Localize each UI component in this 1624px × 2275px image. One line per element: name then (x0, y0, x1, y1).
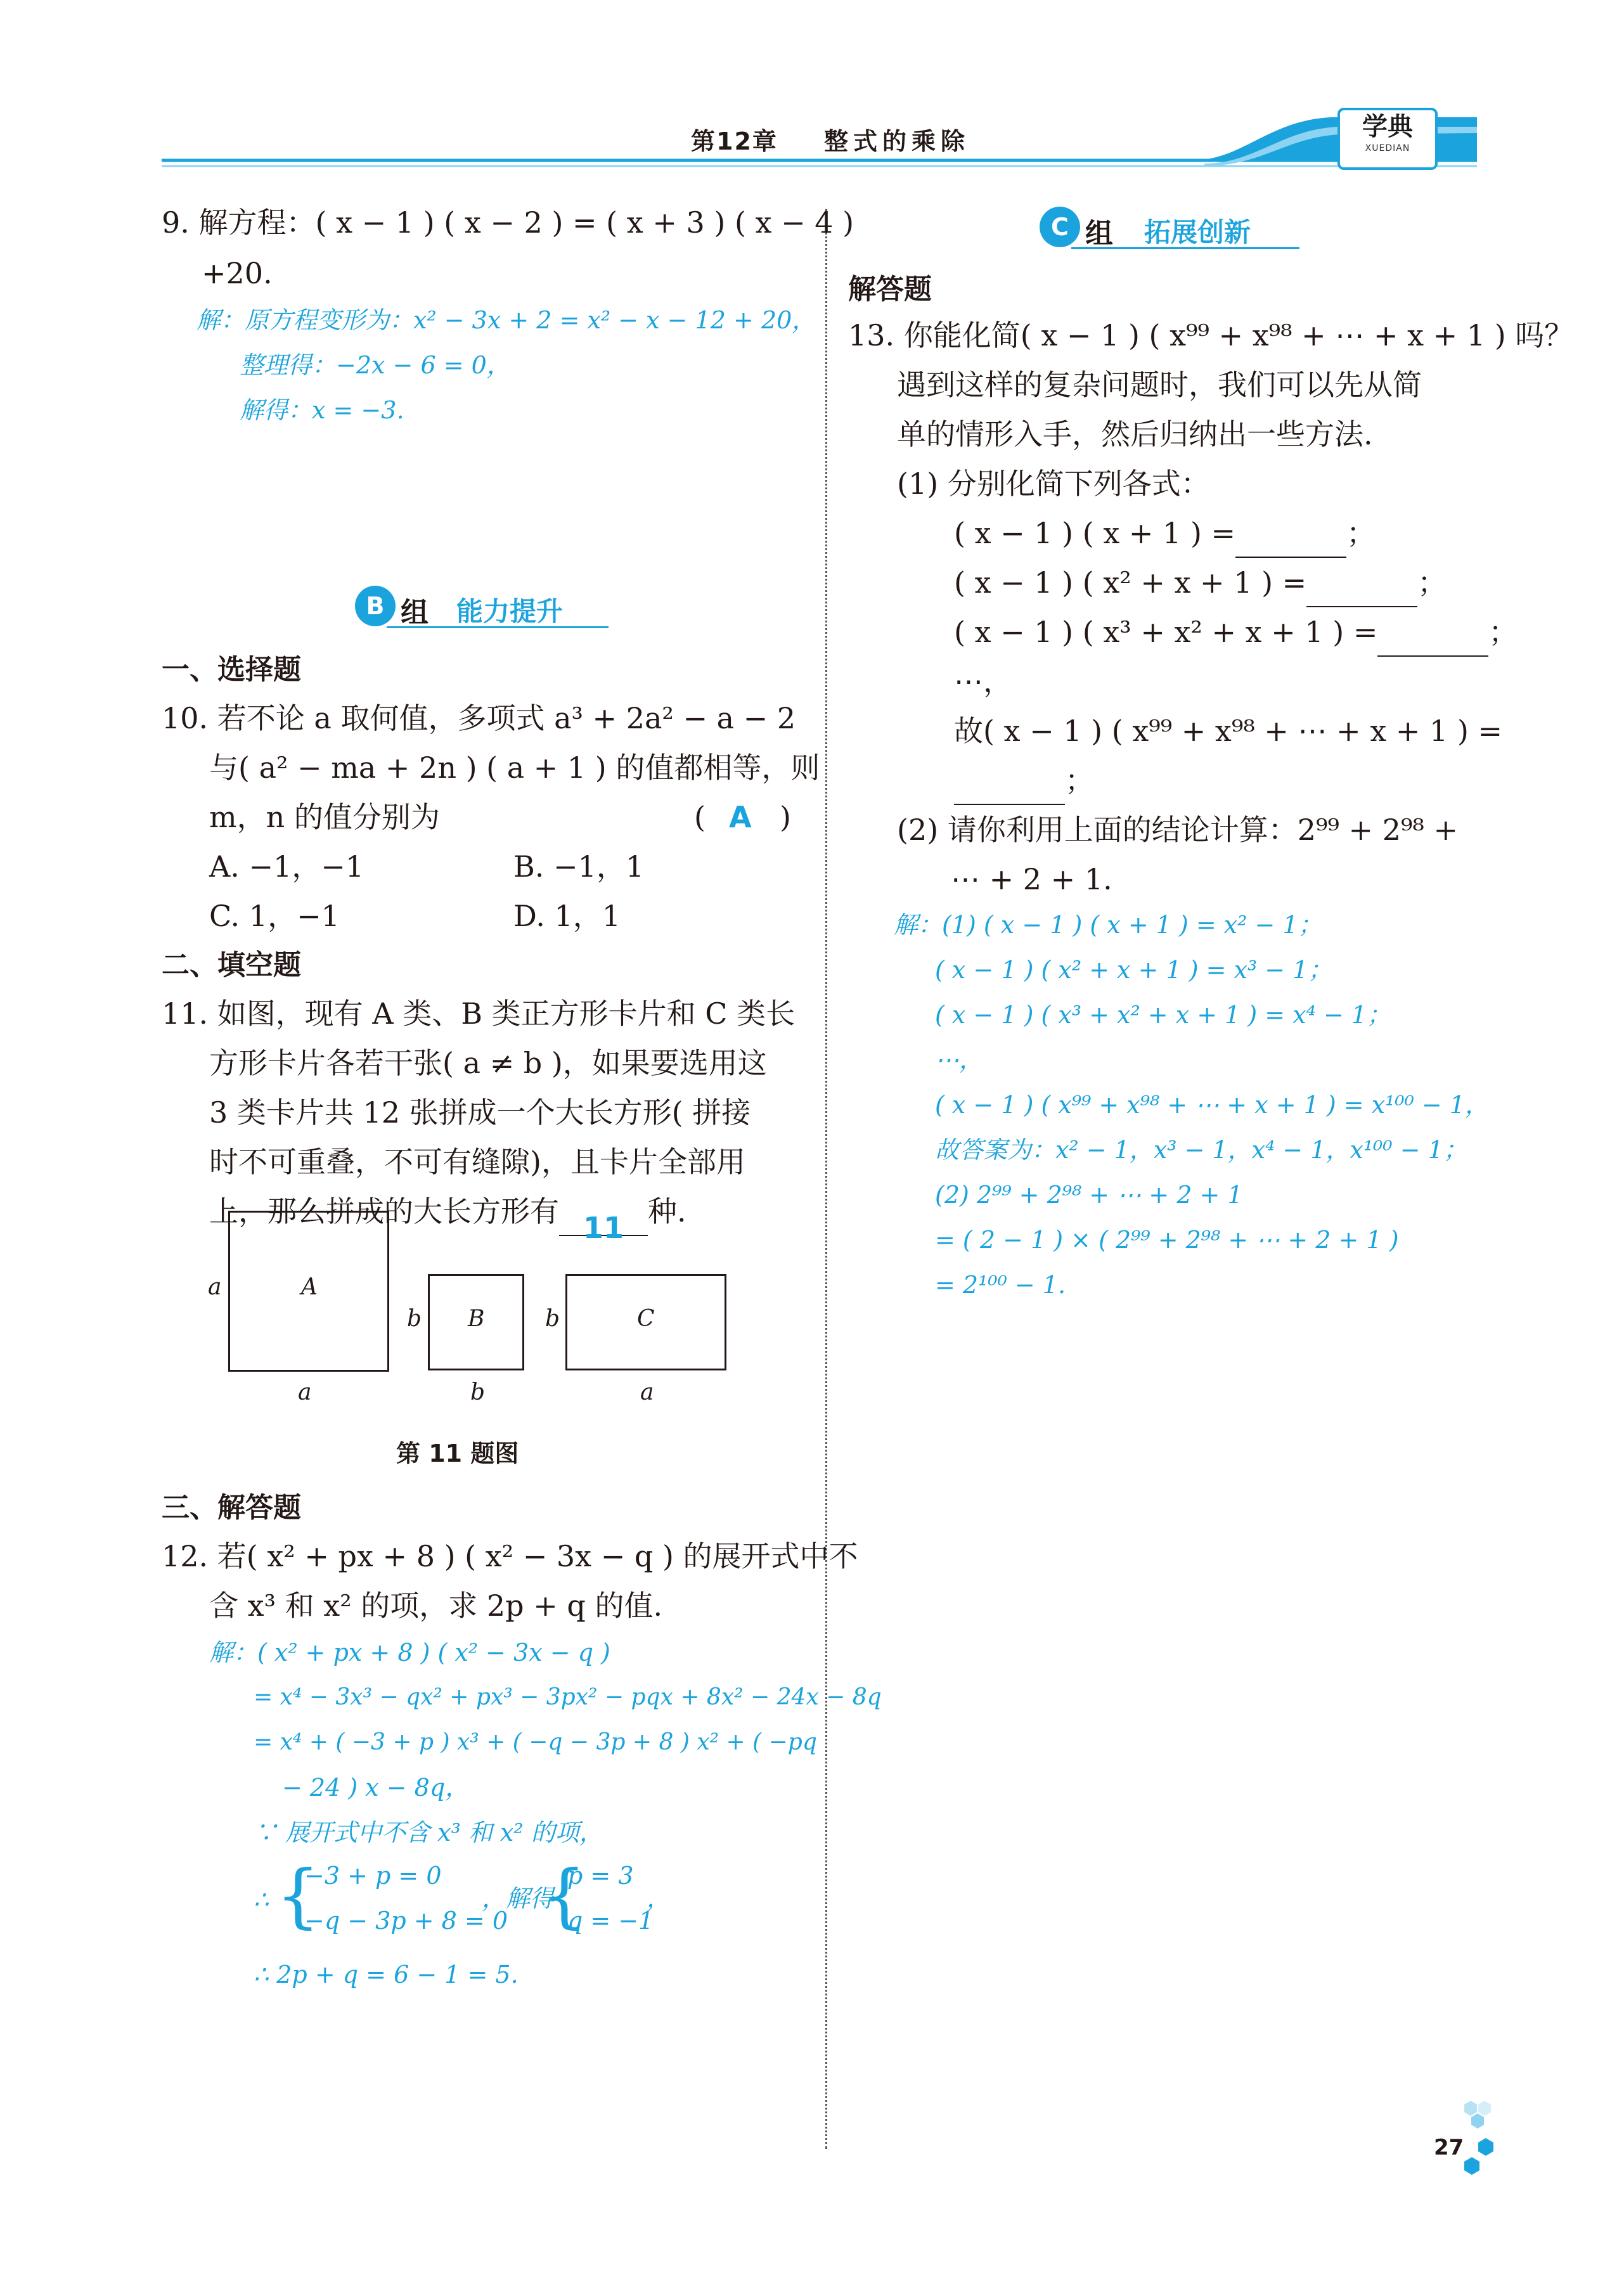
q12-solution-4: − 24 ) x − 8q， (282, 1774, 470, 1801)
group-c-suffix: 组 (1085, 217, 1113, 250)
q13-solution-6: 故答案为：x² − 1，x³ − 1，x⁴ − 1，x¹⁰⁰ − 1； (935, 1136, 1467, 1164)
group-b-label: 能力提升 (456, 596, 564, 627)
q13-solution-3: ( x − 1 ) ( x³ + x² + x + 1 ) = x⁴ − 1； (935, 1001, 1391, 1029)
q9-solution-1: 解：原方程变形为：x² − 3x + 2 = x² − x − 12 + 20， (197, 306, 816, 334)
q13-expr2-text: ( x − 1 ) ( x² + x + 1 ) = (954, 565, 1307, 600)
section-solve: 三、解答题 (162, 1492, 301, 1524)
q10-line1: 10. 若不论 a 取何值，多项式 a³ + 2a² − a − 2 (162, 701, 796, 735)
q13-blank-3 (1377, 624, 1488, 657)
group-b-badge: B (355, 586, 396, 626)
q12-solution-7: ∴ 2p + q = 6 − 1 = 5. (254, 1961, 519, 1988)
q10-paren-open: ( (694, 800, 706, 834)
q11-line4: 时不可重叠，不可有缝隙)，且卡片全部用 (209, 1145, 745, 1179)
q13-solution-9: = 2¹⁰⁰ − 1. (935, 1271, 1066, 1299)
q12-brace-2: { (542, 1855, 586, 1936)
group-c-badge: C (1040, 207, 1080, 247)
q13-blank-2 (1306, 574, 1417, 607)
q13-line2: 遇到这样的复杂问题时，我们可以先从简 (897, 368, 1422, 402)
card-c-side-label: b (545, 1306, 560, 1332)
card-c-bottom-label: a (640, 1379, 654, 1405)
q10-option-a: A. −1，−1 (209, 849, 364, 884)
q13-solution-5: ( x − 1 ) ( x⁹⁹ + x⁹⁸ + ⋯ + x + 1 ) = x¹⁰⁰ − 1， (935, 1091, 1490, 1119)
q12-system-end: ， (647, 1885, 671, 1912)
q12-system-2b: q = −1 (567, 1907, 654, 1935)
q12-line1: 12. 若( x² + px + 8 ) ( x² − 3x − q ) 的展开式中不 (162, 1539, 858, 1573)
q10-option-c: C. 1，−1 (209, 899, 340, 933)
q11-line5-end: 种. (648, 1194, 686, 1228)
q12-solution-2: = x⁴ − 3x³ − qx² + px³ − 3px² − pqx + 8x² − 24x − 8q (254, 1684, 882, 1710)
brand-name-en: XUEDIAN (1365, 143, 1410, 153)
q13-blank-1 (1235, 525, 1346, 558)
section-solve-c: 解答题 (848, 273, 932, 306)
section-fill: 二、填空题 (162, 949, 301, 981)
q10-option-d: D. 1，1 (513, 899, 621, 933)
group-b-heading (355, 583, 609, 634)
card-c-label: C (637, 1306, 655, 1332)
q13-expr1 (954, 508, 1376, 558)
q10-answer: A (729, 800, 752, 834)
q10-line2: 与( a² − ma + 2n ) ( a + 1 ) 的值都相等，则 (209, 751, 820, 785)
q9-line1: 9. 解方程：( x − 1 ) ( x − 2 ) = ( x + 3 ) ( x − 4 ) (162, 205, 854, 240)
q12-solution-5: ∵ 展开式中不含 x³ 和 x² 的项， (254, 1819, 603, 1846)
q13-expr3-text: ( x − 1 ) ( x³ + x² + x + 1 ) = (954, 615, 1378, 649)
q13-part1: (1) 分别化简下列各式： (897, 467, 1210, 501)
group-b-suffix: 组 (401, 596, 429, 629)
q12-solution-3: = x⁴ + ( −3 + p ) x³ + ( −q − 3p + 8 ) x² + ( −pq (254, 1729, 817, 1755)
card-a-label: A (301, 1274, 318, 1300)
q12-system-1b: −q − 3p + 8 = 0 (304, 1907, 508, 1935)
q13-expr4: 故( x − 1 ) ( x⁹⁹ + x⁹⁸ + ⋯ + x + 1 ) = (954, 714, 1503, 748)
q13-expr4-answer (954, 756, 1094, 805)
brand-name: 学典 (1362, 112, 1413, 141)
q10-paren-close: ) (780, 800, 791, 834)
q9-solution-2: 整理得：−2x − 6 = 0， (240, 351, 511, 379)
q13-semi-3: ； (1488, 615, 1518, 649)
card-a-side-label: a (208, 1274, 222, 1300)
brand-logo (1337, 108, 1438, 170)
q13-semi-4: ； (1065, 763, 1094, 797)
q12-system-1a: −3 + p = 0 (304, 1862, 442, 1890)
q13-dots: ⋯， (954, 664, 1012, 699)
q13-solution-8: = ( 2 − 1 ) × ( 2⁹⁹ + 2⁹⁸ + ⋯ + 2 + 1 ) (935, 1226, 1399, 1254)
q13-solution-2: ( x − 1 ) ( x² + x + 1 ) = x³ − 1； (935, 956, 1332, 984)
q12-system-2a: p = 3 (567, 1862, 634, 1890)
group-c-label: 拓展创新 (1144, 217, 1251, 248)
q10-option-b: B. −1，1 (513, 849, 645, 884)
q13-line1: 13. 你能化简( x − 1 ) ( x⁹⁹ + x⁹⁸ + ⋯ + x + 1 ) 吗？ (848, 318, 1574, 352)
q9-line2: +20. (202, 256, 273, 290)
figure-11-caption: 第 11 题图 (396, 1440, 519, 1467)
q11-line1: 11. 如图，现有 A 类、B 类正方形卡片和 C 类长 (162, 996, 796, 1031)
q13-part2-line2: ⋯ + 2 + 1. (951, 862, 1112, 896)
group-c-heading (1040, 204, 1306, 255)
q13-solution-4: ⋯， (935, 1046, 984, 1074)
q13-semi-2: ； (1417, 565, 1447, 600)
card-b-bottom-label: b (470, 1379, 486, 1405)
q11-line5-start: 上，那么拼成的大长方形有 (209, 1194, 559, 1228)
card-b-side-label: b (407, 1306, 422, 1332)
column-divider (825, 209, 827, 2149)
q12-brace-1: { (276, 1855, 320, 1936)
q9-solution-3: 解得：x = −3. (240, 396, 404, 424)
page-number: 27 (1434, 2135, 1464, 2160)
chapter-label: 第12章 (691, 127, 778, 155)
q11-line3: 3 类卡片共 12 张拼成一个大长方形( 拼接 (209, 1095, 751, 1130)
section-choice: 一、选择题 (162, 654, 301, 686)
q12-therefore: ∴ (254, 1886, 269, 1914)
q13-solution-1: 解：(1) ( x − 1 ) ( x + 1 ) = x² − 1； (894, 911, 1322, 939)
card-b-label: B (468, 1306, 485, 1332)
q13-expr3 (954, 607, 1518, 657)
q13-expr2 (954, 558, 1447, 607)
q12-line2: 含 x³ 和 x² 的项，求 2p + q 的值. (209, 1589, 663, 1623)
q13-semi-1: ； (1346, 516, 1376, 550)
chapter-title: 整式的乘除 (824, 127, 970, 155)
q12-solution-1: 解：( x² + px + 8 ) ( x² − 3x − q ) (209, 1639, 610, 1666)
q13-line3: 单的情形入手，然后归纳出一些方法. (897, 417, 1373, 451)
q11-answer: 11 (583, 1211, 624, 1245)
q12-system-mid: ，解得 (482, 1885, 555, 1912)
q13-solution-7: (2) 2⁹⁹ + 2⁹⁸ + ⋯ + 2 + 1 (935, 1181, 1243, 1209)
hexagon-decoration-icon (1452, 2092, 1521, 2206)
figure-11 (203, 1211, 754, 1426)
q11-line2: 方形卡片各若干张( a ≠ b )，如果要选用这 (209, 1046, 767, 1080)
page-header (0, 95, 1624, 177)
q13-expr1-text: ( x − 1 ) ( x + 1 ) = (954, 516, 1236, 550)
card-a-bottom-label: a (298, 1379, 312, 1405)
q13-part2-line1: (2) 请你利用上面的结论计算：2⁹⁹ + 2⁹⁸ + (897, 813, 1459, 847)
q10-line3: m，n 的值分别为 (209, 800, 440, 834)
q13-blank-4 (954, 772, 1065, 805)
